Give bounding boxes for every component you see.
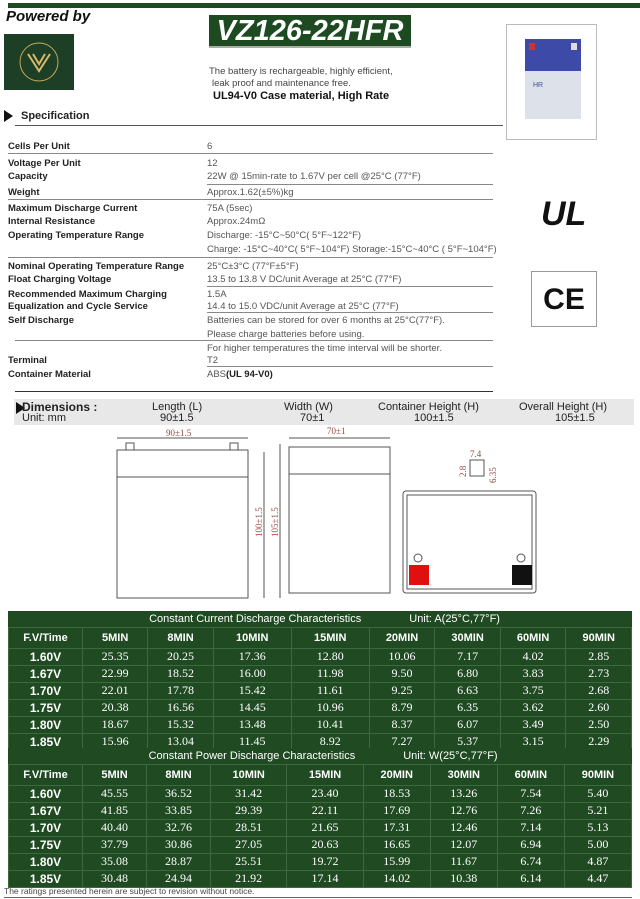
triangle-icon [4,110,13,122]
value-cell: 9.25 [369,682,435,699]
dim-header: Width (W) [284,401,333,413]
value-cell: 6.14 [497,870,564,887]
value-cell: 19.72 [287,853,363,870]
column-header: F.V/Time [9,764,83,785]
spec-label: Recommended Maximum Charging [8,289,167,300]
value-cell: 21.92 [211,870,287,887]
dim-value: 90±1.5 [160,412,194,424]
voltage-cell: 1.70V [9,819,83,836]
current-discharge-table [8,611,632,751]
value-cell: 17.69 [363,802,430,819]
description [209,66,393,90]
svg-text:HR: HR [533,82,544,89]
description-line: The battery is rechargeable, highly efficient, [209,66,393,77]
value-cell: 11.67 [430,853,497,870]
dimension-drawing [100,425,540,605]
value-cell: 22.99 [83,665,148,682]
value-cell: 8.37 [369,716,435,733]
spec-label: Terminal [8,355,47,366]
table-title: Constant Current Discharge Characteristics [149,612,362,625]
value-cell: 45.55 [83,785,147,802]
dimensions-unit: Unit: mm [22,412,66,424]
value-cell: 6.63 [435,682,501,699]
overall-height-dim: 105±1.5 [270,507,280,537]
spec-label: Container Material [8,369,91,380]
value-cell: 21.65 [287,819,363,836]
value-cell: 6.80 [435,665,501,682]
spec-value: 25°C±3°C (77°F±5°F) [207,261,299,272]
dim-value: 100±1.5 [414,412,454,424]
value-cell: 15.96 [83,733,148,750]
ul-certification-mark: UL [541,195,587,233]
value-cell: 20.63 [287,836,363,853]
value-cell: 2.29 [566,733,632,750]
table-unit: Unit: W(25°C,77°F) [403,749,498,762]
column-header: 90MIN [566,627,632,648]
value-cell: 8.92 [291,733,369,750]
column-header: 90MIN [564,764,631,785]
value-cell: 15.32 [148,716,213,733]
divider [207,286,493,287]
table-row [9,819,632,836]
value-cell: 28.51 [211,819,287,836]
positive-terminal [409,565,429,585]
table-title: Constant Power Discharge Characteristics [148,749,356,762]
value-cell: 3.49 [500,716,566,733]
value-cell: 37.79 [83,836,147,853]
value-cell: 14.02 [363,870,430,887]
table-header-row [9,627,632,648]
spec-value: Batteries can be stored for over 6 months at 25°C(77°F). [207,315,445,326]
value-cell: 3.83 [500,665,566,682]
value-cell: 24.94 [147,870,211,887]
value-cell: 16.00 [213,665,291,682]
value-cell: 5.37 [435,733,501,750]
dim-header: Container Height (H) [378,401,479,413]
divider [8,257,493,258]
value-cell: 30.86 [147,836,211,853]
value-cell: 17.36 [213,648,291,665]
column-header: 20MIN [369,627,435,648]
value-cell: 41.85 [83,802,147,819]
value-cell: 7.26 [497,802,564,819]
divider [4,897,632,898]
spec-value: Approx.1.62(±5%)kg [207,187,294,198]
specification-title: Specification [21,110,90,122]
value-cell: 7.54 [497,785,564,802]
value-cell: 40.40 [83,819,147,836]
dim-value: 105±1.5 [555,412,595,424]
divider [15,340,493,341]
value-cell: 7.14 [497,819,564,836]
material-rating: (UL 94-V0) [226,369,273,380]
spec-value: Please charge batteries before using. [207,329,365,340]
spec-value: Discharge: -15°C~50°C( 5°F~122°F) [207,230,362,241]
table-row [9,699,632,716]
divider [15,125,503,126]
spec-value: 13.5 to 13.8 V DC/unit Average at 25°C (77°F) [207,274,402,285]
value-cell: 25.51 [211,853,287,870]
spec-label: Internal Resistance [8,216,96,227]
value-cell: 17.31 [363,819,430,836]
divider [207,366,493,367]
value-cell: 11.98 [291,665,369,682]
spec-value: 22W @ 15min-rate to 1.67V per cell @25°C (77°F) [207,171,421,182]
value-cell: 12.07 [430,836,497,853]
table-unit: Unit: A(25°C,77°F) [409,612,500,625]
spec-label: Self Discharge [8,315,74,326]
column-header: 20MIN [363,764,430,785]
value-cell: 7.27 [369,733,435,750]
voltage-cell: 1.60V [9,785,83,802]
spec-value: 6 [207,141,213,152]
value-cell: 2.85 [566,648,632,665]
battery-photo [506,24,597,140]
value-cell: 28.87 [147,853,211,870]
spec-value: T2 [207,355,219,366]
value-cell: 2.68 [566,682,632,699]
column-header: 60MIN [497,764,564,785]
table-row [9,785,632,802]
value-cell: 11.61 [291,682,369,699]
value-cell: 5.40 [564,785,631,802]
voltage-cell: 1.70V [9,682,83,699]
value-cell: 25.35 [83,648,148,665]
spec-value: 75A (5sec) [207,203,253,214]
value-cell: 15.42 [213,682,291,699]
value-cell: 12.76 [430,802,497,819]
value-cell: 17.14 [287,870,363,887]
spec-label: Voltage Per Unit [8,158,81,169]
table-title-row [9,611,632,627]
value-cell: 27.05 [211,836,287,853]
spec-value: Approx.24mΩ [207,216,266,227]
voltage-cell: 1.60V [9,648,83,665]
table-row [9,836,632,853]
value-cell: 8.79 [369,699,435,716]
value-cell: 6.94 [497,836,564,853]
value-cell: 13.04 [148,733,213,750]
table-row [9,682,632,699]
footer-note: The ratings presented herein are subject to revision without notice. [4,886,255,896]
dim-value: 70±1 [300,412,325,424]
value-cell: 4.87 [564,853,631,870]
spec-value: For higher temperatures the time interval will be shorter. [207,343,442,354]
table-title-row [9,748,632,764]
column-header: 15MIN [287,764,363,785]
value-cell: 2.73 [566,665,632,682]
table-row [9,648,632,665]
value-cell: 11.45 [213,733,291,750]
description-line: leak proof and maintenance free. [212,78,351,89]
value-cell: 3.62 [500,699,566,716]
table-row [9,716,632,733]
divider [207,184,493,185]
table-row [9,870,632,887]
material: ABS [207,369,227,380]
value-cell: 35.08 [83,853,147,870]
voltage-cell: 1.80V [9,853,83,870]
spec-label: Cells Per Unit [8,141,70,152]
voltage-cell: 1.75V [9,836,83,853]
column-header: 15MIN [291,627,369,648]
spec-value: 14.4 to 15.0 VDC/unit Average at 25°C (77°F) [207,301,399,312]
voltage-cell: 1.75V [9,699,83,716]
value-cell: 10.06 [369,648,435,665]
value-cell: 22.01 [83,682,148,699]
column-header: 10MIN [211,764,287,785]
value-cell: 14.45 [213,699,291,716]
value-cell: 6.74 [497,853,564,870]
value-cell: 18.67 [83,716,148,733]
voltage-cell: 1.85V [9,870,83,887]
table-row [9,665,632,682]
value-cell: 2.50 [566,716,632,733]
power-discharge-table [8,748,632,888]
voltage-cell: 1.85V [9,733,83,750]
value-cell: 5.13 [564,819,631,836]
column-header: 5MIN [83,627,148,648]
specification-heading [4,110,89,122]
value-cell: 36.52 [147,785,211,802]
spec-label: Operating Temperature Range [8,230,145,241]
spec-value [207,369,273,380]
top-bar [8,3,640,8]
model-title: VZ126-22HFR [209,15,411,48]
subtitle: UL94-V0 Case material, High Rate [213,90,390,102]
powered-by-label: Powered by [6,8,91,25]
value-cell: 3.75 [500,682,566,699]
value-cell: 18.52 [148,665,213,682]
negative-terminal [512,565,532,585]
value-cell: 10.38 [430,870,497,887]
value-cell: 13.26 [430,785,497,802]
value-cell: 20.25 [148,648,213,665]
voltage-cell: 1.67V [9,802,83,819]
value-cell: 16.65 [363,836,430,853]
divider [207,312,493,313]
divider [15,391,493,392]
height-dim: 100±1.5 [254,507,264,537]
table-row [9,802,632,819]
voltage-cell: 1.80V [9,716,83,733]
dimensions-table [14,399,634,425]
dim-header: Length (L) [152,401,203,413]
dimensions-title: Dimensions : [22,400,98,414]
value-cell: 13.48 [213,716,291,733]
value-cell: 33.85 [147,802,211,819]
column-header: F.V/Time [9,627,83,648]
spec-value: 1.5A [207,289,227,300]
value-cell: 31.42 [211,785,287,802]
value-cell: 6.07 [435,716,501,733]
terminal-dim: 6.35 [488,467,498,483]
terminal-dim: 7.4 [470,449,482,459]
value-cell: 15.99 [363,853,430,870]
value-cell: 30.48 [83,870,147,887]
value-cell: 17.78 [148,682,213,699]
table-row [9,853,632,870]
value-cell: 22.11 [287,802,363,819]
value-cell: 3.15 [500,733,566,750]
value-cell: 2.60 [566,699,632,716]
value-cell: 5.00 [564,836,631,853]
value-cell: 32.76 [147,819,211,836]
column-header: 30MIN [435,627,501,648]
spec-label: Capacity [8,171,48,182]
value-cell: 4.02 [500,648,566,665]
value-cell: 16.56 [148,699,213,716]
column-header: 10MIN [213,627,291,648]
table-header-row [9,764,632,785]
value-cell: 18.53 [363,785,430,802]
value-cell: 23.40 [287,785,363,802]
value-cell: 12.46 [430,819,497,836]
value-cell: 7.17 [435,648,501,665]
spec-label: Maximum Discharge Current [8,203,138,214]
value-cell: 12.80 [291,648,369,665]
value-cell: 20.38 [83,699,148,716]
length-dim: 90±1.5 [166,428,192,438]
value-cell: 5.21 [564,802,631,819]
spec-label: Nominal Operating Temperature Range [8,261,185,272]
column-header: 5MIN [83,764,147,785]
divider [8,199,493,200]
column-header: 8MIN [147,764,211,785]
value-cell: 29.39 [211,802,287,819]
value-cell: 10.41 [291,716,369,733]
spec-label: Equalization and Cycle Service [8,301,148,312]
voltage-cell: 1.67V [9,665,83,682]
column-header: 30MIN [430,764,497,785]
width-dim: 70±1 [327,426,346,436]
spec-label: Weight [8,187,40,198]
divider [8,153,493,154]
ce-certification-mark: CE [531,271,597,327]
column-header: 8MIN [148,627,213,648]
dim-header: Overall Height (H) [519,401,608,413]
brand-logo [4,34,74,90]
spec-value: Charge: -15°C~40°C( 5°F~104°F) Storage:-15°C~40°C ( 5°F~104°F) [207,244,497,255]
spec-label: Float Charging Voltage [8,274,112,285]
spec-value: 12 [207,158,218,169]
value-cell: 4.47 [564,870,631,887]
value-cell: 6.35 [435,699,501,716]
terminal-dim: 2.8 [458,465,468,477]
column-header: 60MIN [500,627,566,648]
value-cell: 10.96 [291,699,369,716]
value-cell: 9.50 [369,665,435,682]
